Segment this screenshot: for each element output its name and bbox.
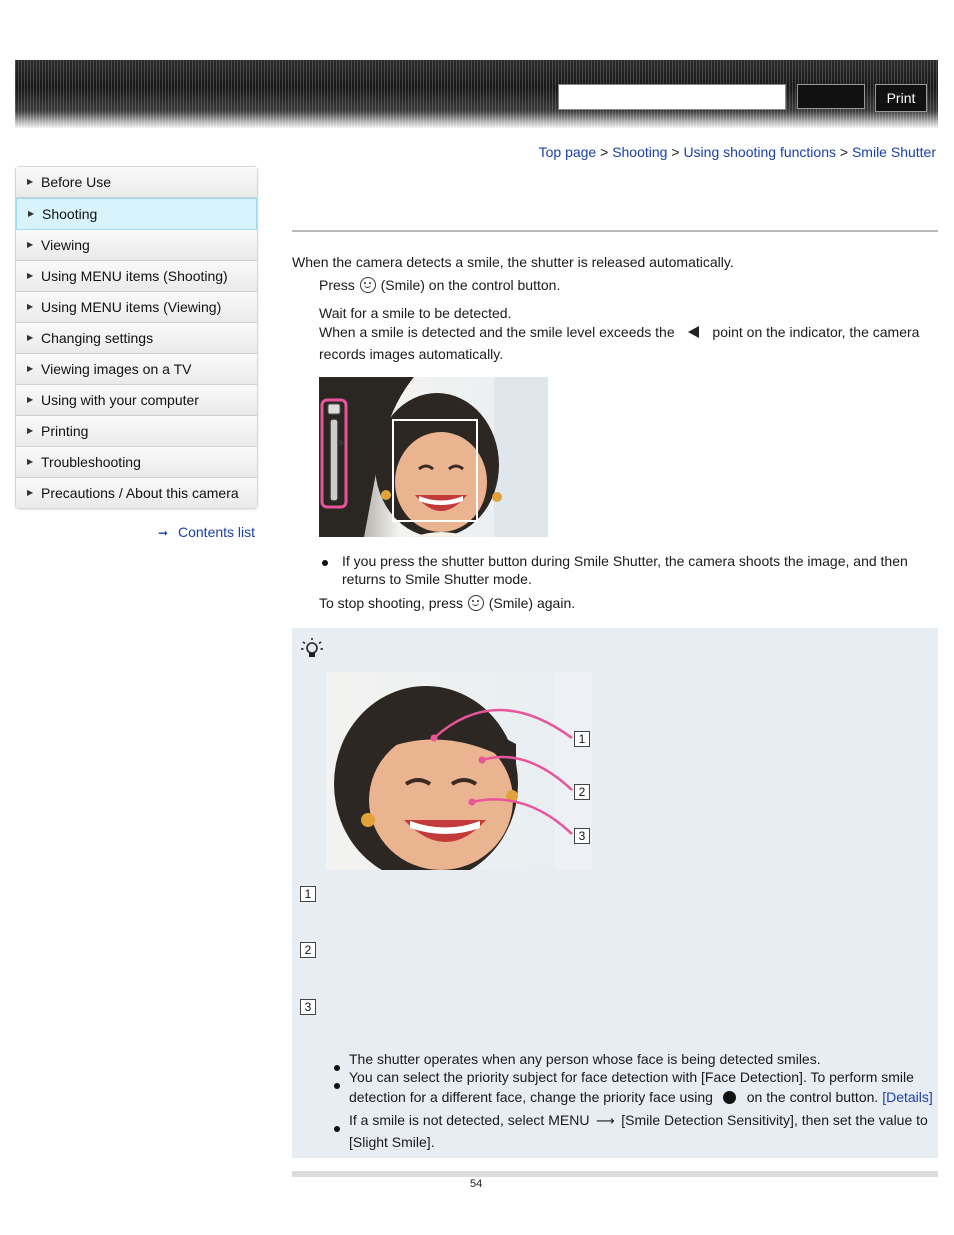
breadcrumb-separator: > — [600, 144, 609, 160]
hint-bullet-1-dot — [334, 1058, 340, 1074]
legend-3: 3 — [300, 999, 316, 1015]
legend-1: 1 — [300, 886, 316, 902]
step-2-pre: When a smile is detected and the smile level exceeds the — [319, 324, 675, 340]
breadcrumb-smile-shutter[interactable]: Smile Shutter — [851, 144, 936, 160]
sidebar-item-label: Precautions / About this camera — [41, 485, 239, 501]
breadcrumb-using-shooting-functions[interactable]: Using shooting functions — [683, 144, 836, 160]
sidebar-item-label: Using MENU items (Shooting) — [41, 268, 228, 284]
triangle-right-icon: ▶ — [27, 426, 34, 435]
stop-post: (Smile) again. — [488, 595, 576, 611]
note-bullet — [322, 553, 328, 569]
hint-bullet-2-dot — [334, 1076, 340, 1092]
footer-divider — [292, 1171, 938, 1177]
sidebar-item-label: Viewing — [41, 237, 90, 253]
hint-bullet-2-pre: detection for a different face, change the priority face using — [349, 1089, 713, 1105]
center-button-icon — [717, 1089, 743, 1105]
sidebar-item-label: Shooting — [42, 206, 98, 222]
hint-bullet-3-pre: If a smile is not detected, select MENU — [349, 1112, 590, 1128]
callout-3: 3 — [574, 828, 590, 844]
sidebar-item-changing-settings[interactable] — [16, 323, 257, 354]
sidebar-item-precautions[interactable] — [16, 478, 257, 508]
hint-bullet-2-line-1: You can select the priority subject for face detection with [Face Detection]. To perform smile — [349, 1069, 914, 1085]
sidebar-item-printing[interactable] — [16, 416, 257, 447]
bullet-icon — [322, 560, 328, 566]
bullet-icon — [334, 1065, 340, 1071]
sidebar-item-before-use[interactable] — [16, 167, 257, 198]
details-link[interactable]: [Details] — [882, 1089, 933, 1105]
arrow-right-icon: ➞ — [158, 526, 169, 540]
smile-icon — [468, 595, 484, 611]
hint-bullet-2-post: on the control button. — [746, 1089, 879, 1105]
sidebar-item-label: Changing settings — [41, 330, 154, 346]
hint-bullet-1: The shutter operates when any person whose face is being detected smiles. — [349, 1051, 821, 1067]
sidebar-item-viewing-on-tv[interactable] — [16, 354, 257, 385]
step-2-post: point on the indicator, the camera — [712, 324, 920, 340]
indicator-triangle-icon — [679, 324, 709, 340]
triangle-right-icon: ▶ — [27, 488, 34, 497]
print-button[interactable]: Print — [875, 84, 927, 112]
hint-panel — [292, 628, 938, 1158]
step-2-line-1: Wait for a smile to be detected. — [319, 305, 512, 321]
smile-icon — [360, 277, 376, 293]
sidebar-nav — [15, 166, 258, 509]
hint-bullet-2-line-2 — [349, 1089, 933, 1105]
sidebar-item-troubleshooting[interactable] — [16, 447, 257, 478]
sidebar-item-viewing[interactable] — [16, 230, 257, 261]
sidebar-item-label: Printing — [41, 423, 89, 439]
breadcrumb-top-page[interactable]: Top page — [538, 144, 597, 160]
triangle-right-icon: ▶ — [27, 395, 34, 404]
step-1 — [319, 277, 560, 293]
breadcrumb-separator: > — [839, 144, 849, 160]
sidebar-item-computer[interactable] — [16, 385, 257, 416]
sidebar-item-shooting[interactable] — [16, 198, 257, 230]
sidebar-item-menu-viewing[interactable] — [16, 292, 257, 323]
contents-list-label: Contents list — [178, 524, 256, 540]
lightbulb-icon — [301, 638, 323, 660]
callout-2: 2 — [574, 784, 590, 800]
sidebar-item-label: Before Use — [41, 174, 112, 190]
contents-list-link[interactable] — [158, 524, 255, 540]
intro-text: When the camera detects a smile, the shutter is released automatically. — [292, 254, 734, 270]
sidebar-item-label: Viewing images on a TV — [41, 361, 192, 377]
hint-bullet-3-line-1 — [349, 1112, 928, 1129]
breadcrumb — [539, 144, 936, 160]
note-line-1: If you press the shutter button during Smile Shutter, the camera shoots the image, and then — [342, 553, 908, 569]
legend-2: 2 — [300, 942, 316, 958]
page-number: 54 — [470, 1178, 483, 1190]
triangle-right-icon: ▶ — [27, 177, 34, 186]
breadcrumb-separator: > — [671, 144, 680, 160]
smile-shutter-photo — [319, 377, 548, 537]
triangle-right-icon: ▶ — [27, 240, 34, 249]
sidebar-item-label: Using with your computer — [41, 392, 199, 408]
stop-shooting — [319, 595, 575, 611]
header-bar — [15, 60, 938, 128]
sidebar-item-label: Using MENU items (Viewing) — [41, 299, 222, 315]
triangle-right-icon: ▶ — [27, 271, 34, 280]
step-2-line-2 — [319, 324, 919, 340]
title-divider — [292, 230, 938, 232]
sidebar-item-label: Troubleshooting — [41, 454, 141, 470]
hint-bullet-3-line-2: [Slight Smile]. — [349, 1134, 435, 1150]
hint-bullet-3-dot — [334, 1119, 340, 1135]
arrow-right-icon: ⟶ — [596, 1113, 615, 1128]
step-1-pre: Press — [319, 277, 355, 293]
bullet-icon — [334, 1083, 340, 1089]
callout-1: 1 — [574, 731, 590, 747]
step-2-line-3: records images automatically. — [319, 346, 504, 362]
triangle-right-icon: ▶ — [27, 302, 34, 311]
sidebar-item-menu-shooting[interactable] — [16, 261, 257, 292]
note-line-2: returns to Smile Shutter mode. — [342, 571, 532, 587]
breadcrumb-shooting[interactable]: Shooting — [612, 144, 668, 160]
triangle-right-icon: ▶ — [28, 209, 35, 218]
face-detection-photo — [326, 672, 592, 870]
bullet-icon — [334, 1126, 340, 1132]
step-1-post: (Smile) on the control button. — [380, 277, 561, 293]
triangle-right-icon: ▶ — [27, 457, 34, 466]
search-button[interactable] — [797, 84, 865, 109]
search-input[interactable] — [558, 84, 786, 110]
hint-bullet-3-post: [Smile Detection Sensitivity], then set the value to — [621, 1112, 928, 1128]
triangle-right-icon: ▶ — [27, 364, 34, 373]
stop-pre: To stop shooting, press — [319, 595, 463, 611]
triangle-right-icon: ▶ — [27, 333, 34, 342]
